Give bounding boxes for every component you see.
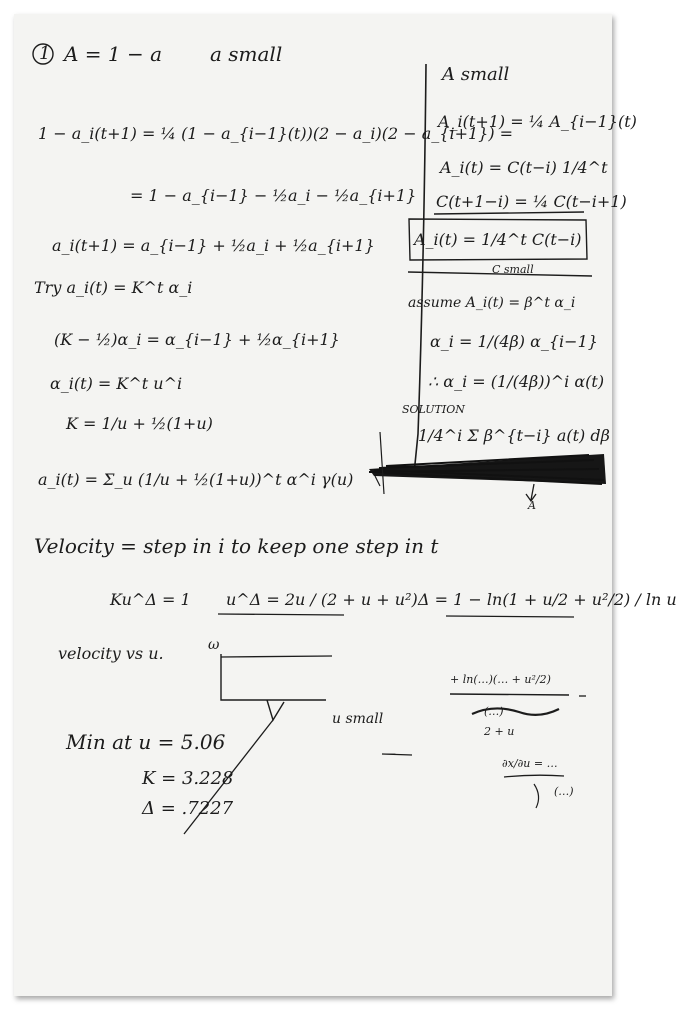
scribble-text-1: + ln(…)(… + u²/2): [450, 673, 551, 686]
graph-minimum-curve: [267, 700, 284, 720]
equation-1: 1 − a_i(t+1) = ¼ (1 − a_{i−1}(t))(2 − a_i)(2 − a_{i+1}) =: [38, 124, 514, 143]
right-equation-1: A_i(t+1) = ¼ A_{i−1}(t): [438, 112, 637, 131]
header-number: 1: [39, 43, 51, 64]
scribble-text-2: (…): [484, 705, 504, 718]
header-equation: A = 1 − a: [64, 42, 163, 66]
solution-label: SOLUTION: [402, 403, 465, 416]
min-label: Min at u = 5.06: [66, 730, 226, 754]
equation-6: α_i(t) = K^t u^i: [50, 374, 183, 393]
right-separator-1: [434, 212, 584, 214]
equation-7: K = 1/u + ½(1+u): [66, 414, 213, 433]
scribble-text-5: (…): [554, 785, 574, 798]
arrow-label: A: [528, 499, 536, 512]
c-small-note: C small: [492, 263, 534, 276]
right-equation-6: 1/4^i Σ β^{t−i} a(t) dβ: [418, 426, 610, 445]
scribble-text-4: ∂x/∂u = …: [502, 757, 558, 770]
fraction-bar-scribble: [450, 694, 569, 695]
right-equation-4: α_i = 1/(4β) α_{i−1}: [430, 332, 598, 351]
delta-equation: Δ = 1 − ln(1 + u/2 + u²/2) / ln u: [418, 590, 677, 609]
fraction-bar-partial: [504, 775, 564, 777]
graph-asymptote: [221, 656, 332, 657]
assume-equation: assume A_i(t) = β^t α_i: [408, 295, 576, 311]
right-equation-5: ∴ α_i = (1/(4β))^i α(t): [428, 372, 605, 391]
velocity-vs-u-label: velocity vs u.: [58, 644, 164, 663]
u-delta-equation: u^Δ = 2u / (2 + u + u²): [226, 590, 418, 609]
boxed-formula: A_i(t) = 1/4^t C(t−i): [414, 230, 582, 249]
u-small-label: u small: [332, 711, 384, 727]
graph-axes: [221, 654, 326, 700]
equation-4: Try a_i(t) = K^t α_i: [34, 278, 193, 297]
scribble-tick: [375, 432, 384, 494]
right-equation-3: C(t+1−i) = ¼ C(t−i+1): [436, 192, 627, 211]
equation-2: = 1 − a_{i−1} − ½a_i − ½a_{i+1}: [130, 186, 417, 205]
fraction-bar-u-delta: [218, 614, 344, 615]
velocity-definition: Velocity = step in i to keep one step in t: [34, 534, 439, 558]
notebook-page: [14, 14, 677, 996]
equation-5: (K − ½)α_i = α_{i−1} + ½α_{i+1}: [54, 330, 340, 349]
ku-equation: Ku^Δ = 1: [110, 590, 191, 609]
equation-8: a_i(t) = Σ_u (1/u + ½(1+u))^t α^i γ(u): [38, 470, 354, 489]
dash-text: —: [382, 746, 396, 762]
header-note: a small: [210, 42, 283, 66]
delta-value: Δ = .7227: [142, 798, 234, 819]
scribble-text-3: 2 + u: [484, 725, 515, 738]
equation-3: a_i(t+1) = a_{i−1} + ½a_i + ½a_{i+1}: [52, 236, 375, 255]
right-title: A small: [442, 64, 510, 85]
fraction-bar-delta: [446, 616, 574, 617]
scribble-paren: [534, 784, 539, 808]
right-equation-2: A_i(t) = C(t−i) 1/4^t: [440, 158, 608, 177]
graph-axis-label: ω: [208, 637, 220, 653]
k-value: K = 3.228: [142, 768, 234, 789]
